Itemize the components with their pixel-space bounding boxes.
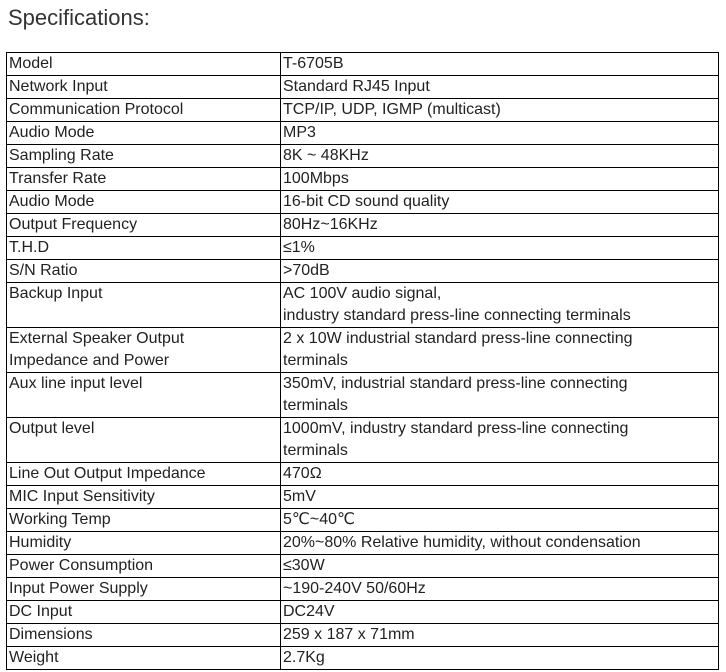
spec-label: Humidity — [7, 532, 281, 555]
table-row — [7, 328, 719, 373]
table-row — [7, 463, 719, 486]
spec-value: 2.7Kg — [281, 647, 719, 670]
spec-value: ~190-240V 50/60Hz — [281, 578, 719, 601]
spec-value: 8K ~ 48KHz — [281, 145, 719, 168]
table-row — [7, 532, 719, 555]
spec-label: Working Temp — [7, 509, 281, 532]
spec-value: DC24V — [281, 601, 719, 624]
spec-label: Output Frequency — [7, 214, 281, 237]
spec-label: External Speaker Output Impedance and Power — [7, 328, 281, 373]
spec-label: Weight — [7, 647, 281, 670]
table-row — [7, 237, 719, 260]
table-row — [7, 373, 719, 418]
spec-value: 16-bit CD sound quality — [281, 191, 719, 214]
table-row — [7, 624, 719, 647]
spec-value: ≤30W — [281, 555, 719, 578]
spec-label: Backup Input — [7, 283, 281, 328]
spec-label: Aux line input level — [7, 373, 281, 418]
spec-label: Sampling Rate — [7, 145, 281, 168]
table-row — [7, 191, 719, 214]
spec-value: 100Mbps — [281, 168, 719, 191]
table-row — [7, 260, 719, 283]
table-row — [7, 122, 719, 145]
spec-label: Communication Protocol — [7, 99, 281, 122]
spec-label: DC Input — [7, 601, 281, 624]
table-row — [7, 53, 719, 76]
table-row — [7, 418, 719, 463]
table-row — [7, 99, 719, 122]
spec-value: 259 x 187 x 71mm — [281, 624, 719, 647]
spec-label: MIC Input Sensitivity — [7, 486, 281, 509]
specifications-table-body — [7, 53, 719, 670]
spec-value: 80Hz~16KHz — [281, 214, 719, 237]
spec-value: AC 100V audio signal, industry standard press-line connecting terminals — [281, 283, 719, 328]
spec-label: Input Power Supply — [7, 578, 281, 601]
spec-label: Output level — [7, 418, 281, 463]
table-row — [7, 601, 719, 624]
spec-label: Network Input — [7, 76, 281, 99]
spec-value: 1000mV, industry standard press-line connecting terminals — [281, 418, 719, 463]
table-row — [7, 578, 719, 601]
table-row — [7, 647, 719, 670]
spec-value: 470Ω — [281, 463, 719, 486]
spec-label: Model — [7, 53, 281, 76]
table-row — [7, 283, 719, 328]
spec-label: S/N Ratio — [7, 260, 281, 283]
spec-label: Dimensions — [7, 624, 281, 647]
specifications-table — [6, 52, 719, 670]
table-row — [7, 145, 719, 168]
table-row — [7, 168, 719, 191]
spec-label: Transfer Rate — [7, 168, 281, 191]
table-row — [7, 214, 719, 237]
spec-value: Standard RJ45 Input — [281, 76, 719, 99]
page-title: Specifications: — [8, 5, 150, 30]
spec-label: Audio Mode — [7, 191, 281, 214]
spec-value: 350mV, industrial standard press-line connecting terminals — [281, 373, 719, 418]
spec-value: T-6705B — [281, 53, 719, 76]
spec-value: 5℃~40℃ — [281, 509, 719, 532]
spec-value: TCP/IP, UDP, IGMP (multicast) — [281, 99, 719, 122]
spec-value: 2 x 10W industrial standard press-line connecting terminals — [281, 328, 719, 373]
spec-value: 5mV — [281, 486, 719, 509]
spec-value: 20%~80% Relative humidity, without condensation — [281, 532, 719, 555]
spec-label: T.H.D — [7, 237, 281, 260]
spec-label: Line Out Output Impedance — [7, 463, 281, 486]
table-row — [7, 76, 719, 99]
table-row — [7, 486, 719, 509]
spec-value: ≤1% — [281, 237, 719, 260]
table-row — [7, 509, 719, 532]
spec-label: Audio Mode — [7, 122, 281, 145]
spec-value: MP3 — [281, 122, 719, 145]
spec-label: Power Consumption — [7, 555, 281, 578]
table-row — [7, 555, 719, 578]
spec-value: >70dB — [281, 260, 719, 283]
